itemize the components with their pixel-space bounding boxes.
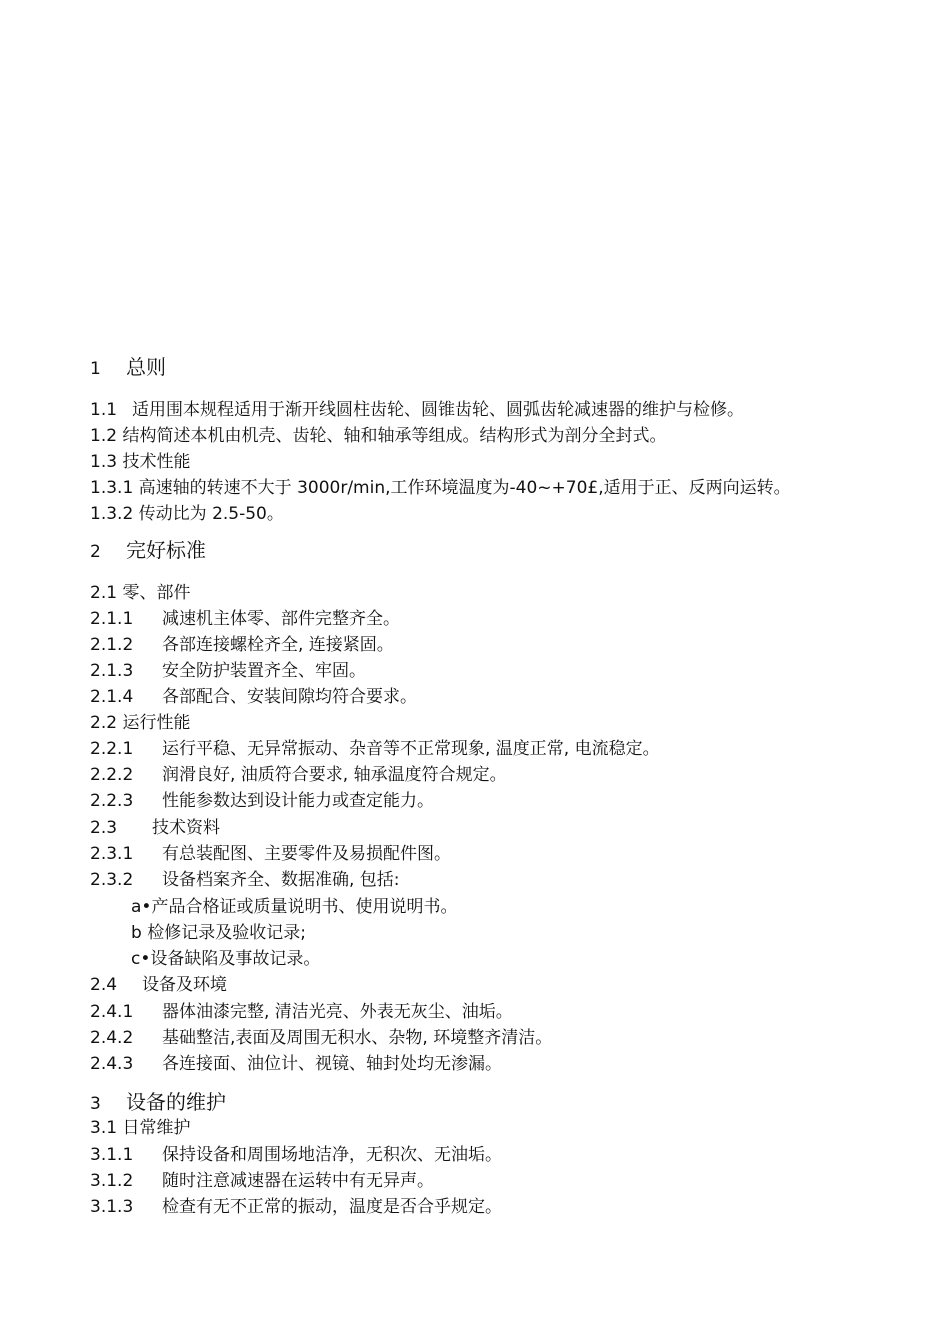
clause-3-1-1 bbox=[90, 1144, 502, 1166]
clause-number: 3.1.3 bbox=[90, 1197, 134, 1217]
clause-1-2: 1.2 结构简述本机由机壳、齿轮、轴和轴承等组成。结构形式为剖分全封式。 bbox=[90, 426, 667, 446]
clause-number: 2.2.2 bbox=[90, 765, 134, 785]
clause-2-1-1 bbox=[90, 608, 400, 630]
section-title: 设备的维护 bbox=[126, 1090, 226, 1114]
clause-2-4-2 bbox=[90, 1027, 552, 1049]
clause-text: 各部配合、安装间隙均符合要求。 bbox=[162, 687, 417, 707]
clause-number: 2.3.2 bbox=[90, 870, 134, 890]
clause-number: 2.4 bbox=[90, 975, 118, 995]
clause-number: 2.3.1 bbox=[90, 844, 134, 864]
clause-text: 基础整洁,表面及周围无积水、杂物, 环境整齐清洁。 bbox=[162, 1028, 553, 1048]
clause-2-2-1 bbox=[90, 738, 660, 760]
clause-text: 随时注意减速器在运转中有无异声。 bbox=[162, 1171, 434, 1191]
section-number: 3 bbox=[90, 1094, 101, 1114]
clause-text: 各部连接螺栓齐全, 连接紧固。 bbox=[162, 635, 394, 655]
clause-2-3-2 bbox=[90, 869, 400, 891]
clause-number: 2.1.4 bbox=[90, 687, 134, 707]
section-number: 1 bbox=[90, 359, 101, 379]
clause-number: 3.1.2 bbox=[90, 1171, 134, 1191]
clause-2-2-2 bbox=[90, 764, 507, 786]
clause-text: 有总装配图、主要零件及易损配件图。 bbox=[162, 844, 451, 864]
clause-text: 运行平稳、无异常振动、杂音等不正常现象, 温度正常, 电流稳定。 bbox=[162, 739, 660, 759]
section-title: 完好标准 bbox=[126, 538, 206, 562]
clause-text: 安全防护装置齐全、牢固。 bbox=[162, 661, 366, 681]
section-number: 2 bbox=[90, 542, 101, 562]
clause-number: 2.2.1 bbox=[90, 739, 134, 759]
list-item-b: b 检修记录及验收记录; bbox=[131, 923, 306, 943]
clause-text: 性能参数达到设计能力或查定能力。 bbox=[162, 791, 434, 811]
clause-2-2: 2.2 运行性能 bbox=[90, 713, 191, 733]
clause-1-3-2: 1.3.2 传动比为 2.5-50。 bbox=[90, 504, 284, 524]
clause-text: 检查有无不正常的振动，温度是否合乎规定。 bbox=[162, 1197, 502, 1217]
clause-number: 2.4.1 bbox=[90, 1002, 134, 1022]
clause-1-3: 1.3 技术性能 bbox=[90, 452, 191, 472]
clause-1-3-1: 1.3.1 高速轴的转速不大于 3000r/min,工作环境温度为-40~+70£,适用于正、反两向运转。 bbox=[90, 478, 791, 498]
clause-number: 2.1.1 bbox=[90, 609, 134, 629]
clause-2-4-1 bbox=[90, 1001, 513, 1023]
clause-2-1-3 bbox=[90, 660, 366, 682]
section-2-heading bbox=[90, 537, 206, 565]
clause-text: 设备档案齐全、数据准确, 包括: bbox=[162, 870, 400, 890]
clause-number: 2.2.3 bbox=[90, 791, 134, 811]
clause-text: 减速机主体零、部件完整齐全。 bbox=[162, 609, 400, 629]
clause-text: 润滑良好, 油质符合要求, 轴承温度符合规定。 bbox=[162, 765, 507, 785]
clause-text: 保持设备和周围场地洁净，无积次、无油垢。 bbox=[162, 1145, 502, 1165]
clause-3-1-3 bbox=[90, 1196, 502, 1218]
clause-2-4-3 bbox=[90, 1053, 502, 1075]
clause-text: 技术资料 bbox=[152, 818, 220, 838]
clause-2-3 bbox=[90, 817, 220, 839]
clause-number: 2.1.3 bbox=[90, 661, 134, 681]
clause-text: 各连接面、油位计、视镜、轴封处均无渗漏。 bbox=[162, 1054, 502, 1074]
clause-text: 适用围本规程适用于渐开线圆柱齿轮、圆锥齿轮、圆弧齿轮减速器的维护与检修。 bbox=[132, 400, 744, 420]
clause-2-2-3 bbox=[90, 790, 434, 812]
clause-2-1-4 bbox=[90, 686, 417, 708]
clause-2-1-2 bbox=[90, 634, 394, 656]
clause-2-1: 2.1 零、部件 bbox=[90, 583, 191, 603]
section-3-heading bbox=[90, 1089, 226, 1117]
clause-number: 1.1 bbox=[90, 400, 118, 420]
section-title: 总则 bbox=[126, 355, 166, 379]
clause-number: 2.4.2 bbox=[90, 1028, 134, 1048]
clause-2-4 bbox=[90, 974, 227, 996]
clause-3-1-2 bbox=[90, 1170, 434, 1192]
list-item-a: a•产品合格证或质量说明书、使用说明书。 bbox=[131, 897, 458, 917]
clause-number: 2.3 bbox=[90, 818, 118, 838]
clause-text: 设备及环境 bbox=[142, 975, 227, 995]
clause-1-1 bbox=[90, 399, 744, 421]
clause-text: 器体油漆完整, 清洁光亮、外表无灰尘、油垢。 bbox=[162, 1002, 513, 1022]
clause-number: 3.1.1 bbox=[90, 1145, 134, 1165]
clause-number: 2.4.3 bbox=[90, 1054, 134, 1074]
list-item-c: c•设备缺陷及事故记录。 bbox=[131, 949, 321, 969]
clause-3-1: 3.1 日常维护 bbox=[90, 1118, 191, 1138]
clause-number: 2.1.2 bbox=[90, 635, 134, 655]
clause-2-3-1 bbox=[90, 843, 451, 865]
section-1-heading bbox=[90, 354, 166, 382]
